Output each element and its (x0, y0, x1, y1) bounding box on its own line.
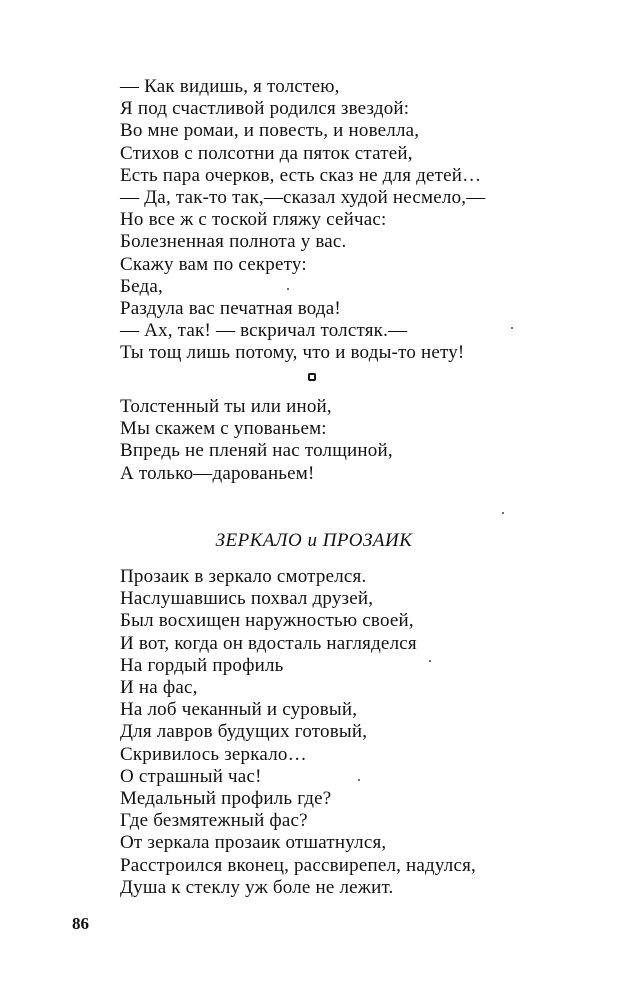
verse-line: На лоб чеканный и суровый, (120, 699, 358, 721)
verse-line: Впредь не пленяй нас толщиной, (120, 440, 393, 462)
verse-line: — Ах, так! — вскричал толстяк.— (120, 320, 408, 342)
verse-line: От зеркала прозаик отшатнулся, (120, 832, 387, 854)
verse-line: Но все ж с тоской гляжу сейчас: (120, 209, 387, 231)
poem-stanza-dialogue (120, 76, 485, 365)
print-speck (358, 779, 360, 781)
print-speck (287, 288, 289, 290)
verse-line: Раздула вас печатная вода! (120, 298, 341, 320)
verse-line: И на фас, (120, 677, 198, 699)
verse-line: Скривилось зеркало… (120, 743, 307, 765)
verse-line: Скажу вам по секрету: (120, 253, 307, 275)
verse-line: Во мне ромаи, и повесть, и новелла, (120, 120, 420, 142)
verse-line: Прозаик в зеркало смотрелся. (120, 566, 367, 587)
verse-line: Стихов с полсотни да пяток статей, (120, 142, 413, 164)
verse-line: Толстенный ты или иной, (120, 396, 332, 417)
verse-line: Где безмятежный фас? (120, 810, 308, 832)
verse-line: Расстроился вконец, рассвирепел, надулся, (120, 854, 476, 876)
verse-line: И вот, когда он вдосталь нагляделся (120, 632, 417, 654)
poem-stanza-moral (120, 396, 393, 485)
print-speck (502, 512, 504, 514)
verse-line: — Как видишь, я толстею, (120, 76, 340, 97)
verse-line: Для лавров будущих готовый, (120, 721, 368, 743)
print-speck (511, 327, 513, 329)
verse-line: Наслушавшись похвал друзей, (120, 588, 374, 610)
page-number: 86 (72, 914, 89, 933)
verse-line: Мы скажем с упованьем: (120, 418, 327, 440)
verse-line: Был восхищен наружностью своей, (120, 610, 414, 632)
verse-line: Есть пара очерков, есть сказ не для детей… (120, 164, 482, 186)
verse-line: На гордый профиль (120, 654, 284, 676)
poem-stanza-mirror (120, 566, 476, 899)
verse-line: Медальный профиль где? (120, 788, 332, 810)
verse-line: Я под счастливой родился звездой: (120, 98, 410, 120)
verse-line: — Да, так-то так,—сказал худой несмело,— (120, 187, 486, 209)
verse-line: А только—дарованьем! (120, 462, 315, 484)
verse-line: Болезненная полнота у вас. (120, 231, 347, 253)
verse-line: Беда, (120, 275, 163, 297)
verse-line: Ты тощ лишь потому, что и воды-то нету! (120, 342, 465, 364)
poem-title: ЗЕРКАЛО и ПРОЗАИК (215, 530, 413, 551)
print-speck (429, 660, 431, 662)
section-separator-mark (308, 373, 316, 381)
verse-line: О страшный час! (120, 765, 262, 787)
verse-line: Душа к стеклу уж боле не лежит. (120, 876, 394, 898)
